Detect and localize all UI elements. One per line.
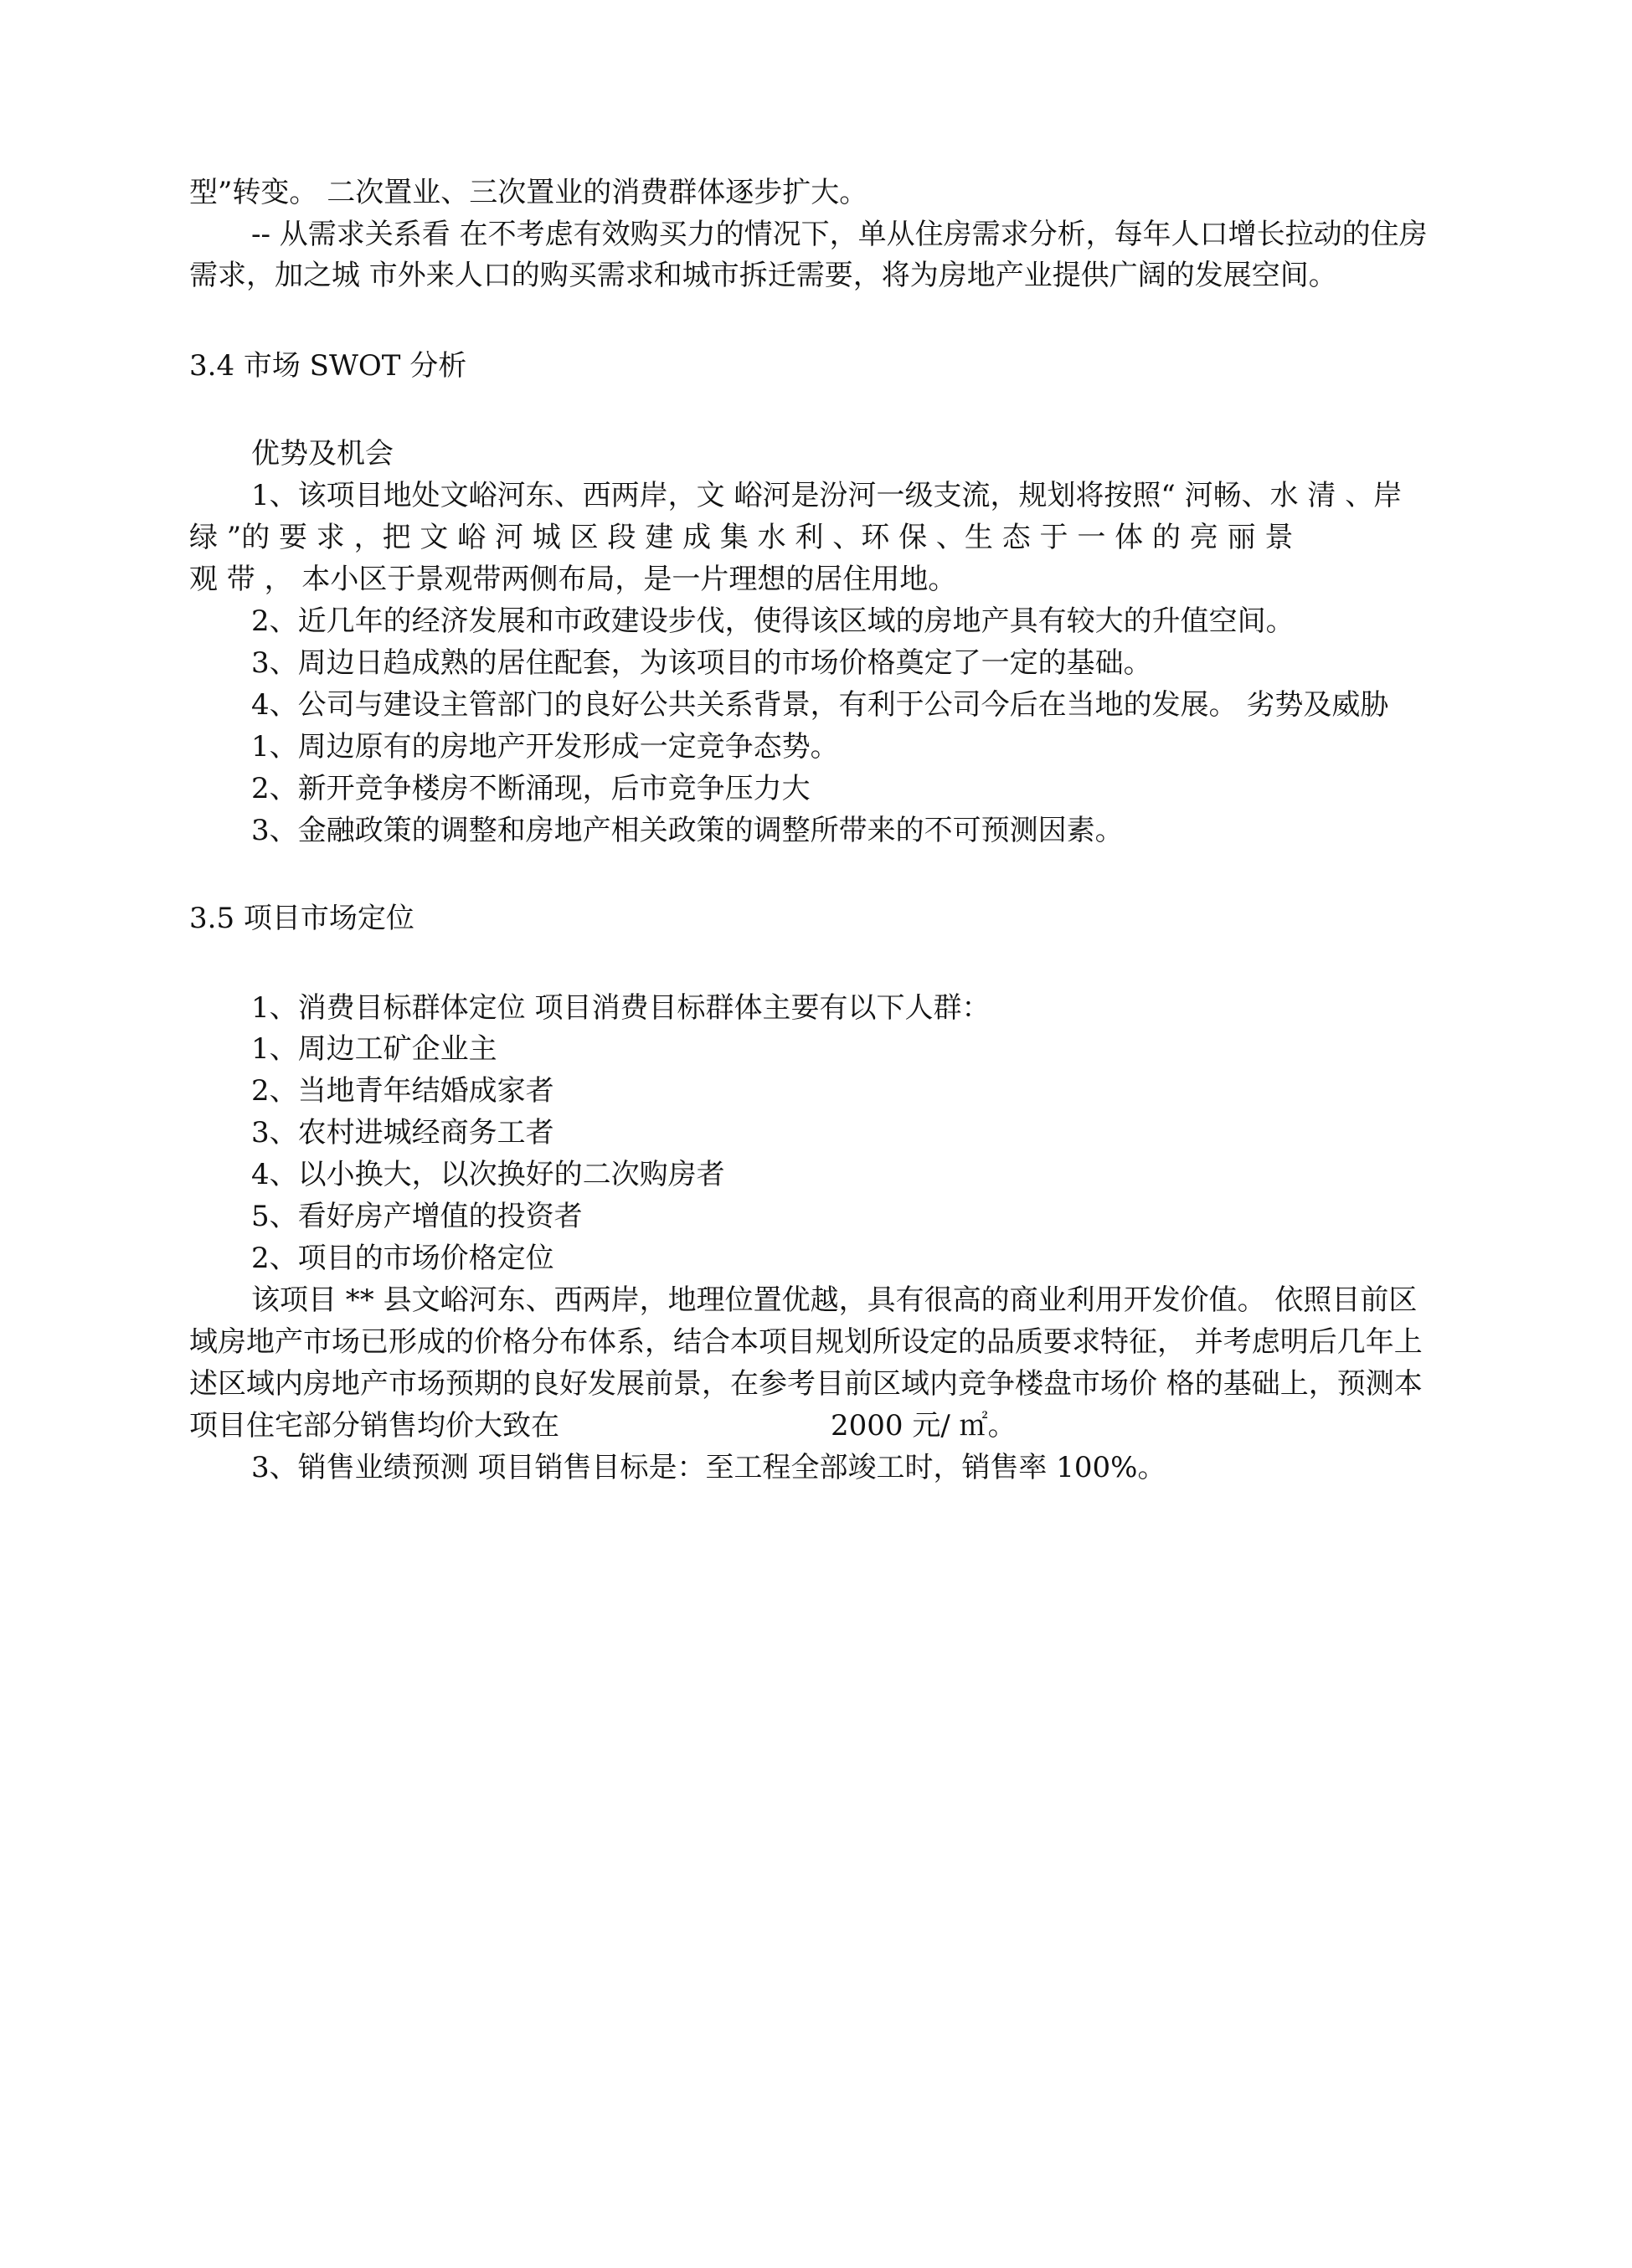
paragraph-line: 型”转变。 二次置业、三次置业的消费群体逐步扩大。 (189, 176, 868, 209)
price-value: 2000 元/ ㎡。 (831, 1409, 1017, 1443)
list-item: 3、销售业绩预测 项目销售目标是：至工程全部竣工时，销售率 100%。 (251, 1451, 1166, 1484)
list-item: 2、当地青年结婚成家者 (251, 1074, 554, 1108)
section-heading-3-5: 3.5 项目市场定位 (189, 902, 414, 935)
list-item: 1、消费目标群体定位 项目消费目标群体主要有以下人群： (251, 991, 991, 1025)
list-item: 2、新开竞争楼房不断涌现，后市竞争压力大 (251, 772, 811, 805)
list-item: 1、周边工矿企业主 (251, 1032, 497, 1066)
list-item: 1、周边原有的房地产开发形成一定竞争态势。 (251, 730, 839, 764)
paragraph-line: 域房地产市场已形成的价格分布体系，结合本项目规划所设定的品质要求特征， 并考虑明后几年上 (189, 1325, 1423, 1359)
section-heading-3-4: 3.4 市场 SWOT 分析 (189, 349, 467, 383)
list-item: 5、看好房产增值的投资者 (251, 1200, 583, 1233)
list-item: 3、农村进城经商务工者 (251, 1116, 554, 1149)
list-item: 4、以小换大，以次换好的二次购房者 (251, 1158, 725, 1191)
list-item-continuation: 绿 ”的 要 求 ，把 文 峪 河 城 区 段 建 成 集 水 利 、环 保 、生 态 于 一 体 的 亮 丽 景 (189, 521, 1294, 554)
paragraph-line: 项目住宅部分销售均价大致在 (189, 1409, 559, 1443)
paragraph-line: 该项目 ** 县文峪河东、西两岸，地理位置优越，具有很高的商业利用开发价值。 依照目前区 (251, 1283, 1418, 1317)
list-item: 1、该项目地处文峪河东、西两岸，文 峪河是汾河一级支流，规划将按照“ 河畅、水 清 、岸 (251, 479, 1403, 512)
list-item: 3、金融政策的调整和房地产相关政策的调整所带来的不可预测因素。 (251, 814, 1124, 847)
list-item: 2、近几年的经济发展和市政建设步伐，使得该区域的房地产具有较大的升值空间。 (251, 604, 1295, 638)
list-item: 4、公司与建设主管部门的良好公共关系背景，有利于公司今后在当地的发展。 劣势及威胁 (251, 688, 1389, 722)
list-item-continuation: 观 带 ， 本小区于景观带两侧布局，是一片理想的居住用地。 (189, 563, 957, 596)
list-item: 2、项目的市场价格定位 (251, 1242, 554, 1275)
paragraph-line: -- 从需求关系看 在不考虑有效购买力的情况下，单从住房需求分析，每年人口增长拉动的住房 (251, 218, 1428, 251)
subheading-advantages: 优势及机会 (251, 437, 394, 471)
list-item: 3、周边日趋成熟的居住配套，为该项目的市场价格奠定了一定的基础。 (251, 646, 1152, 680)
paragraph-line: 需求，加之城 市外来人口的购买需求和城市拆迁需要，将为房地产业提供广阔的发展空间。 (189, 259, 1337, 292)
paragraph-line: 述区域内房地产市场预期的良好发展前景，在参考目前区域内竞争楼盘市场价 格的基础上，预测本 (189, 1367, 1423, 1401)
